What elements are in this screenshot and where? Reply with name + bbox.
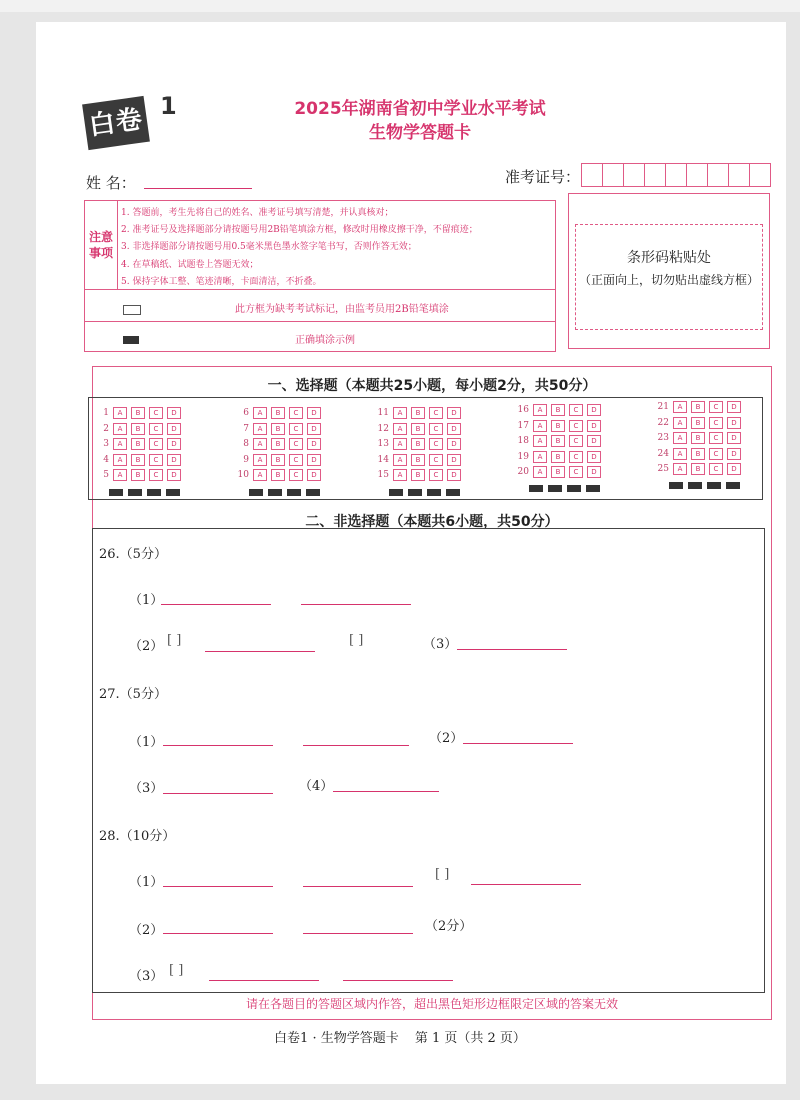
mc-question-number: 23 [657, 433, 669, 443]
q28-part1-blank-b[interactable] [303, 886, 413, 887]
mc-question-number: 4 [103, 454, 109, 465]
q26-part2-label: （2） [129, 639, 164, 654]
mc-option-bubble[interactable]: A [533, 435, 547, 447]
mc-option-bubble[interactable]: B [131, 407, 145, 419]
mc-option-bubble[interactable]: D [587, 435, 601, 447]
exam-id-label: 准考证号： [505, 168, 581, 186]
mc-option-bubble[interactable]: A [113, 423, 127, 435]
mc-option-bubble[interactable]: C [569, 420, 583, 432]
timing-marks [389, 489, 465, 496]
mc-question-row [515, 451, 605, 463]
mc-option-bubble[interactable]: A [113, 469, 127, 481]
mc-question-number: 19 [517, 451, 529, 462]
mc-option-bubble[interactable]: C [429, 469, 443, 481]
mc-question-number: 20 [517, 467, 529, 477]
mc-option-bubble[interactable]: C [149, 438, 163, 450]
mc-option-bubble[interactable]: B [271, 407, 285, 419]
mc-option-bubble[interactable]: C [149, 454, 163, 466]
mc-option-bubble[interactable]: C [709, 417, 723, 429]
q27-label: 27.（5分） [99, 687, 167, 702]
mc-option-bubble[interactable]: D [447, 438, 461, 450]
q27-part4-blank[interactable] [333, 791, 439, 792]
mc-question-row [95, 469, 185, 481]
mc-question-number: 1 [103, 408, 109, 418]
mc-option-bubble[interactable]: A [393, 454, 407, 466]
mc-question-row [375, 407, 465, 419]
q26-part1-label: （1） [129, 593, 164, 608]
mc-option-bubble[interactable]: B [411, 469, 425, 481]
mc-option-bubble[interactable]: C [429, 438, 443, 450]
mc-option-bubble[interactable]: A [533, 404, 547, 416]
mc-option-bubble[interactable]: D [167, 438, 181, 450]
section1-title: 一、选择题（本题共25小题，每小题2分，共50分） [267, 378, 597, 394]
q27-part1-blank-a[interactable] [163, 745, 273, 746]
notice-item: 3. 非选择题部分请按题号用0.5毫米黑色墨水签字笔书写，否则作答无效； [121, 242, 417, 252]
q26-part1-blank-b[interactable] [301, 604, 411, 605]
mc-question-number: 5 [103, 470, 109, 480]
mc-option-bubble[interactable]: D [727, 463, 741, 475]
mc-option-bubble[interactable]: A [113, 407, 127, 419]
mc-question-row [95, 407, 185, 419]
paper-badge-number: 1 [160, 92, 177, 120]
barcode-area [568, 193, 770, 349]
mc-question-number: 24 [657, 448, 669, 459]
mc-option-bubble[interactable]: C [149, 423, 163, 435]
mc-question-number: 8 [243, 439, 249, 449]
subject-title: 生物学答题卡 [369, 123, 471, 143]
mc-question-row [515, 435, 605, 447]
fill-example-mark [123, 336, 139, 344]
q26-part1-blank-a[interactable] [161, 604, 271, 605]
mc-question-number: 9 [243, 454, 249, 465]
mc-option-bubble[interactable]: B [691, 448, 705, 460]
mc-question-number: 11 [377, 408, 389, 418]
mc-question-row [375, 454, 465, 466]
mc-question-row [515, 420, 605, 432]
mc-option-bubble[interactable]: A [253, 454, 267, 466]
mc-question-number: 15 [377, 470, 389, 480]
q27-part4-label: （4） [299, 779, 334, 794]
page-number: 第 1 页（共 2 页） [414, 1031, 526, 1046]
mc-question-number: 13 [377, 439, 389, 449]
mc-question-number: 14 [377, 454, 389, 465]
mc-option-bubble[interactable]: C [429, 407, 443, 419]
mc-option-bubble[interactable]: B [551, 420, 565, 432]
multiple-choice-grid [88, 397, 763, 500]
mc-question-number: 2 [103, 423, 109, 434]
mc-option-bubble[interactable]: C [149, 469, 163, 481]
mc-option-bubble[interactable]: D [307, 438, 321, 450]
mc-option-bubble[interactable]: D [727, 448, 741, 460]
mc-question-row [235, 438, 325, 450]
mc-option-bubble[interactable]: C [289, 469, 303, 481]
mc-option-bubble[interactable]: D [447, 423, 461, 435]
absent-mark-box[interactable] [123, 305, 141, 315]
mc-option-bubble[interactable]: B [131, 423, 145, 435]
q28-part3-blank-a[interactable] [209, 980, 319, 981]
mc-option-bubble[interactable]: A [253, 423, 267, 435]
q28-part3-label: （3） [129, 969, 164, 984]
q26-part2-blank[interactable] [205, 651, 315, 652]
notice-box [84, 200, 556, 352]
mc-option-bubble[interactable]: D [167, 454, 181, 466]
mc-question-row [95, 454, 185, 466]
mc-option-bubble[interactable]: B [271, 454, 285, 466]
q26-part3-blank[interactable] [457, 649, 567, 650]
mc-option-bubble[interactable]: B [411, 423, 425, 435]
page-footer [0, 1027, 800, 1046]
q28-bracket-b[interactable]: [ ] [169, 963, 184, 978]
mc-option-bubble[interactable]: A [253, 469, 267, 481]
mc-option-bubble[interactable]: B [131, 454, 145, 466]
mc-question-row [95, 438, 185, 450]
notice-item: 1. 答题前，考生先将自己的姓名、准考证号填写清楚，并认真核对； [121, 208, 394, 218]
mc-option-bubble[interactable]: C [709, 432, 723, 444]
mc-option-bubble[interactable]: B [551, 466, 565, 478]
mc-question-number: 12 [377, 423, 389, 434]
name-label: 姓 名： [86, 174, 136, 192]
mc-option-bubble[interactable]: C [289, 438, 303, 450]
mc-option-bubble[interactable]: A [533, 451, 547, 463]
mc-question-row [375, 469, 465, 481]
mc-option-bubble[interactable]: D [307, 407, 321, 419]
q26-bracket-a[interactable]: [ ] [167, 633, 182, 648]
q28-part2-blank-b[interactable] [303, 933, 413, 934]
mc-option-bubble[interactable]: B [551, 435, 565, 447]
mc-option-bubble[interactable]: D [447, 469, 461, 481]
mc-option-bubble[interactable]: C [709, 463, 723, 475]
mc-option-bubble[interactable]: C [289, 407, 303, 419]
absent-mark-text: 此方框为缺考考试标记，由监考员用2B铅笔填涂 [235, 304, 449, 315]
mc-option-bubble[interactable]: C [569, 435, 583, 447]
notice-item: 5. 保持字体工整、笔迹清晰，卡面清洁，不折叠。 [121, 277, 322, 287]
paper-badge: 白卷 [82, 96, 150, 150]
mc-option-bubble[interactable]: A [253, 407, 267, 419]
mc-option-bubble[interactable]: C [709, 448, 723, 460]
q28-part1-blank-a[interactable] [163, 886, 273, 887]
mc-option-bubble[interactable]: D [727, 417, 741, 429]
mc-option-bubble[interactable]: A [253, 438, 267, 450]
barcode-dashed-frame [575, 224, 763, 330]
name-field[interactable] [144, 187, 252, 189]
scan-top-strip [0, 0, 800, 12]
mc-option-bubble[interactable]: D [167, 469, 181, 481]
mc-option-bubble[interactable]: D [587, 404, 601, 416]
mc-option-bubble[interactable]: C [289, 423, 303, 435]
mc-option-bubble[interactable]: A [673, 463, 687, 475]
open-answer-box [92, 528, 765, 993]
mc-option-bubble[interactable]: D [727, 401, 741, 413]
area-warning: 请在各题目的答题区域内作答，超出黑色矩形边框限定区域的答案无效 [245, 997, 618, 1011]
mc-question-number: 25 [657, 464, 669, 474]
mc-option-bubble[interactable]: B [411, 407, 425, 419]
mc-option-bubble[interactable]: D [587, 420, 601, 432]
exam-title: 2025年湖南省初中学业水平考试 [294, 99, 546, 119]
mc-option-bubble[interactable]: A [393, 469, 407, 481]
mc-option-bubble[interactable]: B [691, 463, 705, 475]
fill-example-text: 正确填涂示例 [295, 335, 355, 346]
mc-question-row [655, 417, 745, 429]
mc-option-bubble[interactable]: D [307, 423, 321, 435]
mc-option-bubble[interactable]: B [411, 438, 425, 450]
q28-part2-blank-a[interactable] [163, 933, 273, 934]
mc-option-bubble[interactable]: C [569, 451, 583, 463]
mc-question-row [655, 401, 745, 413]
mc-question-number: 10 [237, 470, 249, 480]
timing-marks [529, 485, 605, 492]
exam-id-cells[interactable] [582, 163, 771, 187]
mc-option-bubble[interactable]: D [447, 407, 461, 419]
mc-question-row [375, 423, 465, 435]
mc-option-bubble[interactable]: C [709, 401, 723, 413]
mc-option-bubble[interactable]: D [167, 423, 181, 435]
mc-question-row [655, 448, 745, 460]
mc-option-bubble[interactable]: A [393, 407, 407, 419]
q27-part1-blank-b[interactable] [303, 745, 409, 746]
q28-part2-label: （2） [129, 923, 164, 938]
q27-part1-label: （1） [129, 735, 164, 750]
mc-option-bubble[interactable]: A [673, 401, 687, 413]
mc-question-row [235, 469, 325, 481]
mc-option-bubble[interactable]: D [727, 432, 741, 444]
mc-option-bubble[interactable]: A [673, 448, 687, 460]
mc-question-row [235, 423, 325, 435]
mc-question-row [515, 404, 605, 416]
mc-question-number: 16 [517, 405, 529, 415]
mc-option-bubble[interactable]: B [551, 404, 565, 416]
q28-part3-blank-b[interactable] [343, 980, 453, 981]
mc-question-number: 22 [657, 417, 669, 428]
mc-question-number: 18 [517, 436, 529, 446]
mc-option-bubble[interactable]: A [393, 423, 407, 435]
timing-marks [669, 482, 745, 489]
mc-option-bubble[interactable]: A [673, 432, 687, 444]
barcode-instruction: （正面向上，切勿贴出虚线方框） [578, 273, 759, 287]
mc-option-bubble[interactable]: C [569, 404, 583, 416]
q28-score-note: （2分） [425, 919, 473, 934]
notice-item: 4. 在草稿纸、试题卷上答题无效； [121, 260, 259, 270]
mc-option-bubble[interactable]: C [289, 454, 303, 466]
mc-option-bubble[interactable]: A [533, 466, 547, 478]
mc-option-bubble[interactable]: D [447, 454, 461, 466]
notice-item: 2. 准考证号及选择题部分请按题号用2B铅笔填涂方框，修改时用橡皮擦干净，不留痕迹； [121, 225, 478, 235]
mc-option-bubble[interactable]: B [131, 438, 145, 450]
mc-option-bubble[interactable]: A [113, 454, 127, 466]
mc-option-bubble[interactable]: B [551, 451, 565, 463]
mc-option-bubble[interactable]: A [393, 438, 407, 450]
q28-bracket-a[interactable]: [ ] [435, 867, 450, 882]
notice-side-label: 注意事项 [85, 201, 118, 289]
mc-question-number: 3 [103, 439, 109, 449]
mc-question-row [235, 407, 325, 419]
mc-option-bubble[interactable]: D [587, 451, 601, 463]
mc-question-row [375, 438, 465, 450]
q28-label: 28.（10分） [99, 829, 176, 844]
timing-marks [109, 489, 185, 496]
q28-part1-blank-c[interactable] [471, 884, 581, 885]
mc-option-bubble[interactable]: B [411, 454, 425, 466]
mc-option-bubble[interactable]: D [167, 407, 181, 419]
mc-question-row [655, 463, 745, 475]
mc-option-bubble[interactable]: B [271, 469, 285, 481]
mc-question-row [515, 466, 605, 478]
q26-bracket-b[interactable]: [ ] [349, 633, 364, 648]
mc-option-bubble[interactable]: C [569, 466, 583, 478]
q28-part1-label: （1） [129, 875, 164, 890]
q27-part3-label: （3） [129, 781, 164, 796]
mc-option-bubble[interactable]: C [429, 423, 443, 435]
mc-option-bubble[interactable]: A [533, 420, 547, 432]
mc-option-bubble[interactable]: B [271, 423, 285, 435]
sheet-name: 白卷1 · 生物学答题卡 [274, 1031, 399, 1046]
mc-option-bubble[interactable]: D [307, 454, 321, 466]
q26-label: 26.（5分） [99, 547, 167, 562]
mc-option-bubble[interactable]: C [429, 454, 443, 466]
mc-option-bubble[interactable]: B [131, 469, 145, 481]
timing-marks [249, 489, 325, 496]
mc-option-bubble[interactable]: B [271, 438, 285, 450]
mc-question-row [95, 423, 185, 435]
barcode-label: 条形码粘贴处 [627, 250, 711, 266]
q26-part3-label: （3） [423, 637, 458, 652]
mc-option-bubble[interactable]: A [673, 417, 687, 429]
mc-question-number: 17 [517, 420, 529, 431]
q27-part2-blank[interactable] [463, 743, 573, 744]
mc-question-row [235, 454, 325, 466]
mc-option-bubble[interactable]: C [149, 407, 163, 419]
q27-part3-blank[interactable] [163, 793, 273, 794]
mc-option-bubble[interactable]: A [113, 438, 127, 450]
mc-option-bubble[interactable]: D [587, 466, 601, 478]
q27-part2-label: （2） [429, 731, 464, 746]
mc-question-number: 7 [243, 423, 249, 434]
mc-option-bubble[interactable]: D [307, 469, 321, 481]
mc-question-number: 6 [243, 408, 249, 418]
mc-option-bubble[interactable]: B [691, 417, 705, 429]
mc-option-bubble[interactable]: B [691, 401, 705, 413]
section2-title: 二、非选择题（本题共6小题，共50分） [305, 514, 559, 530]
mc-question-row [655, 432, 745, 444]
mc-option-bubble[interactable]: B [691, 432, 705, 444]
mc-question-number: 21 [657, 402, 669, 412]
